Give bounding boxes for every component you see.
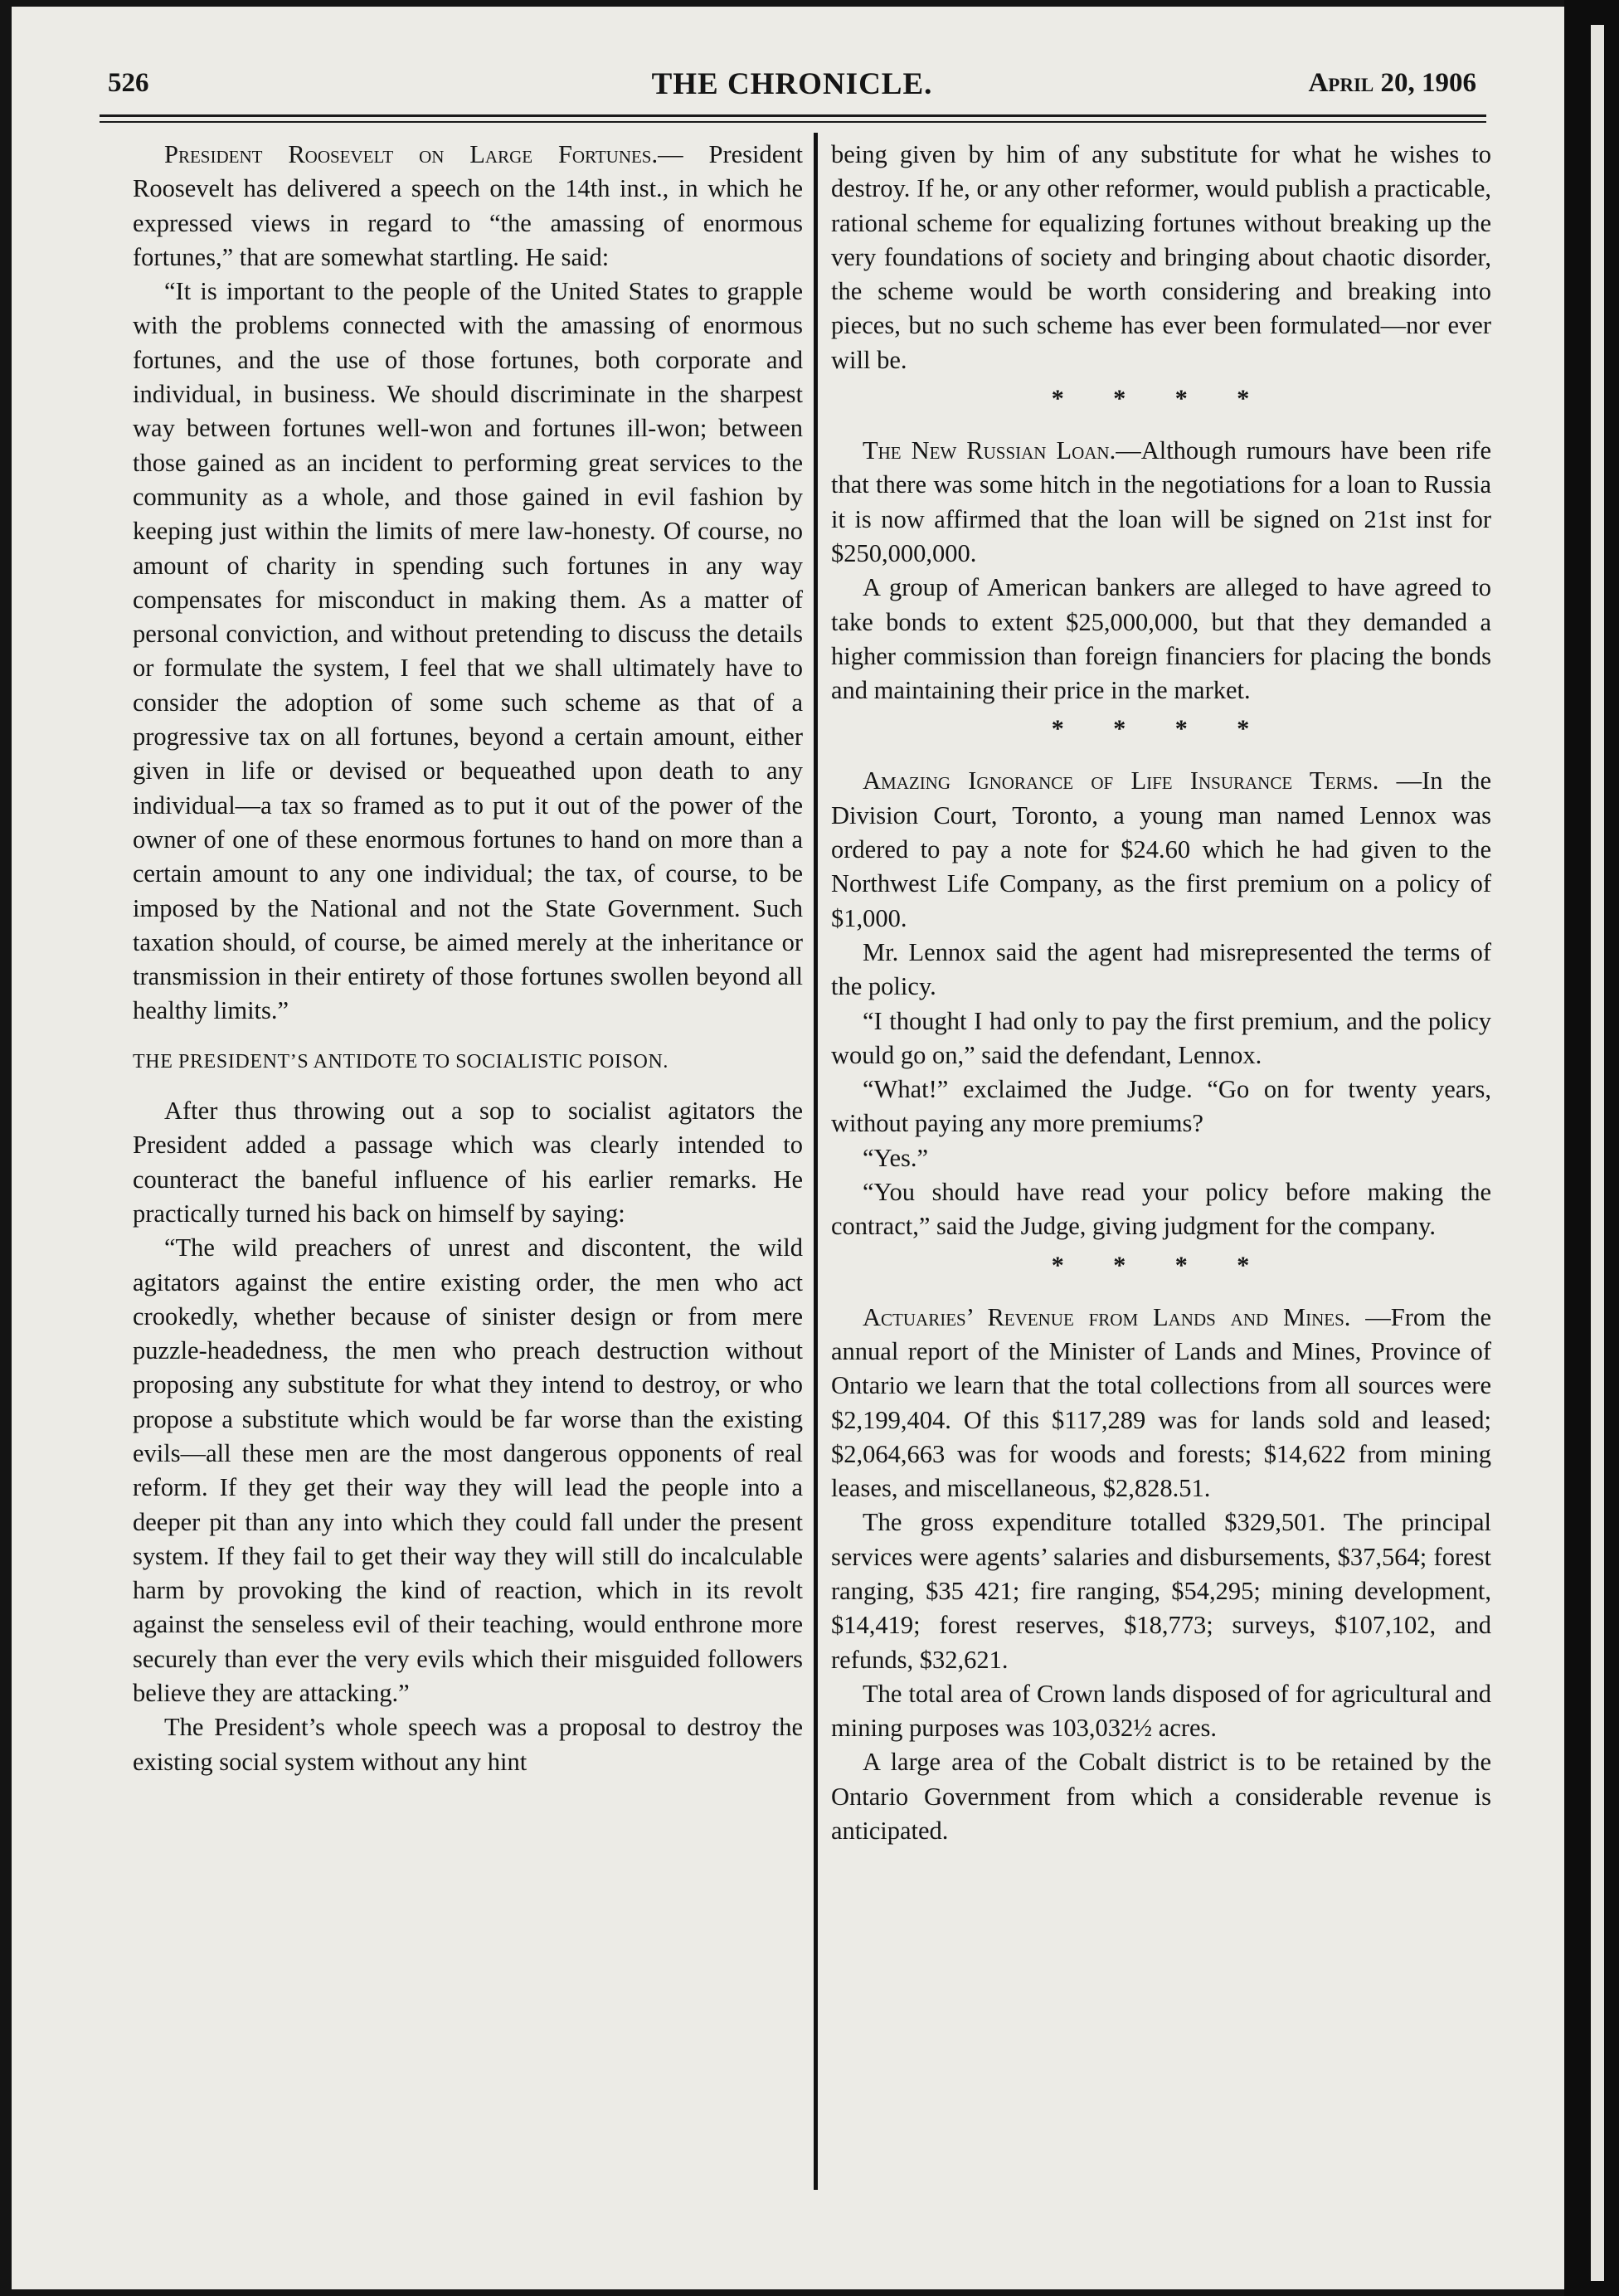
antidote-paragraph-1: After thus throwing out a sop to socialist agitators the President added a passage which was clearly intended to counteract the baneful influence of his earlier remarks. He practically turned his back on himself by saying: (133, 1097, 803, 1228)
publication-title: THE CHRONICLE. (651, 67, 933, 101)
continuation-paragraph: being given by him of any substitute for what he wishes to destroy. If he, or any other reformer, would publish a practicable, rational scheme for equalizing fortunes without breaking up the very foundations of society and bringing about chaotic disorder, the scheme would be worth considering and breaking into pieces, but no such scheme has ever been formulated—nor ever will be. (831, 140, 1491, 374)
lands-p2: The gross expenditure totalled $329,501. The principal services were agents’ salaries and disbursements, $37,564; forest ranging, $35 421; fire ranging, $54,295; mining development, $14,419; forest reserves, $18,773; surveys, $107,102, and refunds, $32,621. (831, 1508, 1491, 1674)
article-title-insurance: Amazing Ignorance of Life Insurance Terms. (863, 766, 1379, 795)
article-title-russian-loan: The New Russian Loan. (863, 436, 1116, 465)
insurance-p6: “You should have read your policy before making the contract,” said the Judge, giving judgment for the company. (831, 1178, 1491, 1241)
russian-loan-lead: —Although rumours have been rife that there was some hitch in the negotiations for a loan to Russia it is now affirmed that the loan will be signed on 21st inst for $250,000,000. (831, 436, 1491, 567)
article-roosevelt-intro-text: President Roosevelt has delivered a speech on the 14th inst., in which he expressed views in regard to “the amassing of enormous fortunes,” that are somewhat startling. He said: (133, 140, 804, 271)
page-number: 526 (108, 68, 149, 98)
section-separator: * * * * (1051, 1251, 1271, 1279)
insurance-p3: “I thought I had only to pay the first premium, and the policy would go on,” said the defendant, Lennox. (831, 1006, 1491, 1069)
section-separator: * * * * (1051, 385, 1271, 413)
left-column (133, 138, 803, 1779)
lands-p4: A large area of the Cobalt district is to be retained by the Ontario Government from which a considerable revenue is anticipated. (831, 1748, 1491, 1846)
lands-p3: The total area of Crown lands disposed of for agricultural and mining purposes was 103,032½ acres. (831, 1679, 1491, 1743)
insurance-lead: —In the Division Court, Toronto, a young man named Lennox was ordered to pay a note for $24.60 which he had given to the Northwest Life Company, as the first premium on a policy of $1,000. (831, 766, 1492, 932)
antidote-paragraph-2: The President’s whole speech was a proposal to destroy the existing social system without any hint (133, 1713, 803, 1776)
insurance-p4: “What!” exclaimed the Judge. “Go on for twenty years, without paying any more premiums? (831, 1075, 1491, 1138)
header-rule-bottom (100, 121, 1486, 123)
adjacent-page-strip (1591, 25, 1604, 2281)
article-lands-p1 (831, 1301, 1491, 1506)
lands-lead: —From the annual report of the Minister of Lands and Mines, Province of Ontario we learn that the total collections from all sources were $2,199,404. Of this $117,289 was for lands sold and leased; $2,064,663 was for woods and forests; $14,622 from mining leases, and miscellaneous, $2,828.51. (831, 1302, 1492, 1503)
right-column (831, 138, 1491, 1848)
article-title-lands-mines: Actuaries’ Revenue from Lands and Mines. (863, 1302, 1351, 1331)
antidote-quote: “The wild preachers of unrest and discontent, the wild agitators against the entire existing order, the men who act crookedly, whether because of sinister design or from mere puzzle-headedness, the men who preach destruction without proposing any substitute for what they intend to destroy, or who propose a substitute which would be far worse than the existing evils—all these men are the most dangerous opponents of real reform. If they get their way they will lead the people into a deeper pit than any into which they could fall under the present system. If they fail to get their way they will still do incalculable harm by provoking the kind of reaction, which in its revolt against the senseless evil of their teaching, would enthrone more securely than ever the very evils which their misguided followers believe they are attacking.” (133, 1233, 803, 1708)
section-heading-antidote: THE PRESIDENT’S ANTIDOTE TO SOCIALISTIC POISON. (133, 1050, 669, 1073)
article-roosevelt-intro (133, 138, 803, 275)
insurance-p2: Mr. Lennox said the agent had misrepresented the terms of the policy. (831, 937, 1491, 1001)
article-russian-loan-p1 (831, 434, 1491, 571)
issue-date: April 20, 1906 (1308, 68, 1476, 98)
article-title-roosevelt: President Roosevelt on Large Fortunes.— (164, 140, 683, 168)
insurance-p5: “Yes.” (863, 1143, 929, 1172)
roosevelt-quote: “It is important to the people of the United States to grapple with the problems connected with the amassing of enormous fortunes, and the use of those fortunes, both corporate and individual, in business. We should discriminate in the sharpest way between fortunes well-won and fortunes ill-won; between those gained as an incident to performing great services to the community as a whole, and those gained in evil fashion by keeping just within the limits of mere law-honesty. Of course, no amount of charity in spending such fortunes in any way compensates for misconduct in making them. As a matter of personal conviction, and without pretending to discuss the details or formulate the system, I feel that we shall ultimately have to consider the adoption of some such scheme as that of a progressive tax on all fortunes, beyond a certain amount, either given in life or devised or bequeathed upon death to any individual—a tax so framed as to put it out of the power of the owner of one of these enormous fortunes to hand on more than a certain amount to any one individual; the tax, of course, to be imposed by the National and not the State Government. Such taxation should, of course, be aimed merely at the inheritance or transmission in their entirety of those fortunes swollen beyond all healthy limits.” (133, 277, 803, 1025)
section-separator: * * * * (1051, 715, 1271, 743)
article-insurance-p1 (831, 764, 1491, 935)
page-header (108, 65, 1476, 114)
russian-loan-p2: A group of American bankers are alleged to have agreed to take bonds to extent $25,000,000, but that they demanded a higher commission than foreign financiers for placing the bonds and maintaining their price in the market. (831, 573, 1491, 705)
column-divider (814, 133, 818, 2190)
header-rule-top (100, 114, 1486, 117)
